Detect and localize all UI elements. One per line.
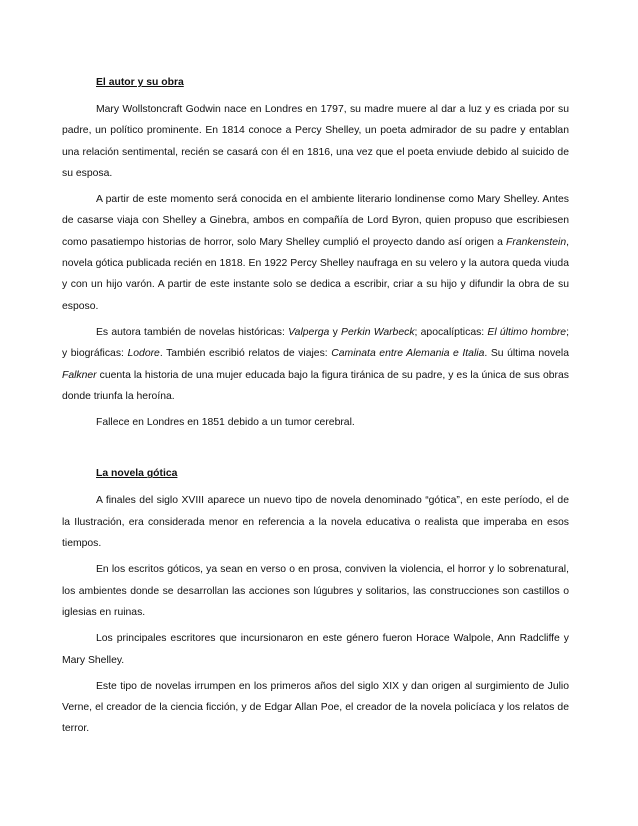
section-el-autor [62,72,569,433]
book-title: Frankenstein [506,236,567,248]
paragraph: Mary Wollstoncraft Godwin nace en Londres en 1797, su madre muere al dar a luz y es criada por su padre, un político prominente. En 1814 conoce a Percy Shelley, un poeta admirador de su padre y entablan una relación sentimental, recién se casará con él en 1816, una vez que el poeta enviude debido al suicido de su esposa. [62,104,569,179]
text-run: . También escribió relatos de viajes: [159,348,332,360]
paragraph: Fallece en Londres en 1851 debido a un tumor cerebral. [96,417,355,429]
text-run: A partir de este momento será conocida en el ambiente literario londinense como Mary Shelley. Antes de casarse viaja con Shelley a Ginebra, ambos en compañía de Lord Byron, quien propuso que escribiesen como pasatiempo historias de horror, solo Mary Shelley cumplió el proyecto dando así origen a [62,194,569,248]
book-title: Perkin Warbeck [341,326,415,338]
text-run: y [329,326,342,338]
section-heading: La novela gótica [96,468,178,480]
section-heading: El autor y su obra [96,77,184,88]
book-title: Valperga [288,326,330,338]
paragraph: Los principales escritores que incursionaron en este género fueron Horace Walpole, Ann Radcliffe y Mary Shelley. [62,633,569,666]
text-run: , novela gótica publicada recién en 1818. En 1922 Percy Shelley naufraga en su velero y la autora queda viuda y con un hijo varón. A partir de este instante solo se dedica a escribir, criar a su hijo y difundir la obra de su esposo. [62,236,569,312]
text-run: ; apocalípticas: [414,326,488,338]
book-title: El último hombre [487,326,567,338]
paragraph: Este tipo de novelas irrumpen en los primeros años del siglo XIX y dan origen al surgimiento de Julio Verne, el creador de la ciencia ficción, y de Edgar Allan Poe, el creador de la novela policíaca y los relatos de terror. [62,680,569,735]
text-run: Es autora también de novelas históricas: [96,326,289,338]
page-content [62,72,569,745]
book-title: Caminata entre Alemania e Italia [331,348,485,360]
text-run: cuenta la historia de una mujer educada bajo la figura tiránica de su padre, y es la única de sus obras donde triunfa la heroína. [62,369,569,402]
text-run: . Su última novela [484,348,570,360]
paragraph [62,322,569,407]
book-title: Falkner [62,369,97,381]
paragraph: A finales del siglo XVIII aparece un nuevo tipo de novela denominado “gótica”, en este período, el de la Ilustración, era considerada menor en referencia a la novela educativa o realista que imperaba en esos tiempos. [62,495,569,550]
section-novela-gotica [62,463,569,739]
paragraph: En los escritos góticos, ya sean en verso o en prosa, conviven la violencia, el horror y lo sobrenatural, los ambientes donde se desarrollan las acciones son lúgubres y solitarios, las construcciones son castillos o iglesias en ruinas. [62,564,569,618]
text-run: ; y biográficas: [62,326,569,360]
book-title: Lodore [127,348,160,360]
paragraph [62,189,569,317]
blank-line [62,438,569,459]
